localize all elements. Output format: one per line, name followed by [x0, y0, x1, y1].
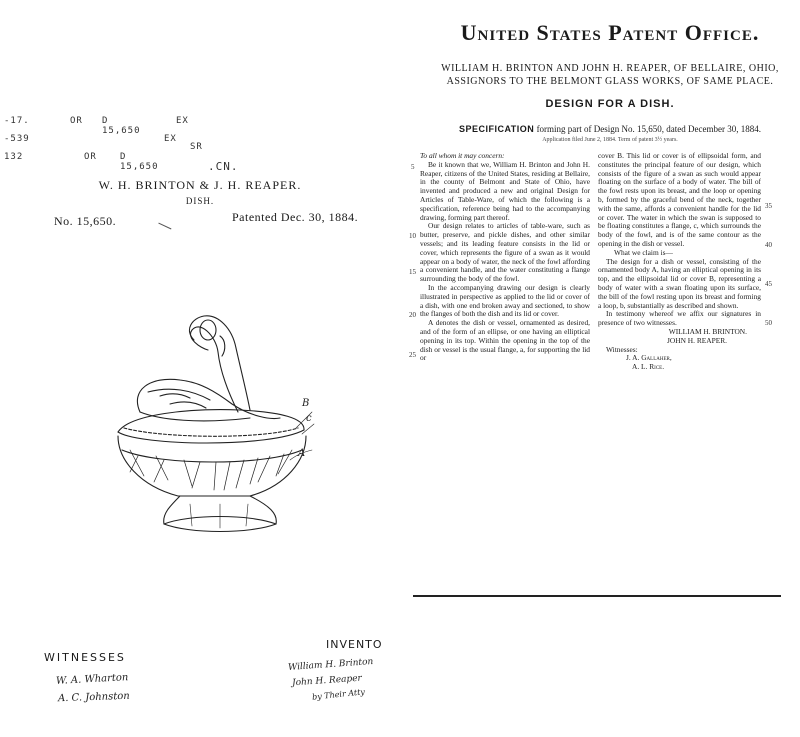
paragraph: A denotes the dish or vessel, ornamented as desired, and of the form of an ellipse, or one having an elliptical opening in its top. Within the opening in the top of the dish or vessel is the usual flange, a, for supporting the lid or: [420, 318, 590, 363]
claim-intro: What we claim is—: [614, 247, 673, 257]
inventor-signature-1: William H. Brinton: [287, 657, 374, 673]
stamp-text: EX: [176, 116, 189, 126]
application-line: Application filed June 2, 1884. Term of patent 3½ years.: [542, 137, 678, 143]
stamp-text: 132: [4, 152, 24, 162]
line-number: 15: [409, 268, 416, 276]
claim: The design for a dish or vessel, consisting of the ornamented body A, having an elliptical opening in its top, and the ellipsoidal lid or cover B, representing a body of water with a swan floating upon its surface, the bill of the fowl resting upon its breast and forming a loop, b, substantially as described and shown.: [598, 256, 761, 310]
signature-2: JOHN H. REAPER.: [667, 335, 727, 345]
drawing-subject: DISH.: [185, 196, 215, 206]
drawing-patent-number: No. 15,650.: [54, 214, 117, 228]
stamp-text: OR: [70, 116, 83, 126]
paragraph: Our design relates to articles of table-ware, such as butter, preserve, and pickle dishes, and other similar vessels; and its leading feature consists in the lid or cover, which represents the figure of a swan as it would appear on a body of water, the neck of the fowl affording a convenient handle, and the water constituting a flange surrounding the body of the fowl.: [420, 221, 590, 284]
signature-1: WILLIAM H. BRINTON.: [668, 326, 747, 336]
inventors-label: INVENTO: [326, 638, 383, 651]
testimony: In testimony whereof we affix our signatures in presence of two witnesses.: [598, 309, 761, 328]
stamp-text: EX: [164, 134, 177, 144]
inventors-line-2: ASSIGNORS TO THE BELMONT GLASS WORKS, OF SAME PLACE.: [446, 76, 774, 87]
stamp-line-1: [4, 116, 189, 136]
swan-dish-illustration: [100, 300, 340, 540]
stamp-text: D 15,650: [120, 152, 159, 172]
line-number: 35: [765, 202, 772, 210]
witness-signature-2: A. C. Johnston: [57, 690, 130, 705]
attorney-signature: by Their Atty: [311, 687, 366, 702]
cn-mark: .CN.: [208, 160, 239, 173]
specification-line: [420, 124, 800, 134]
stamp-text: SR: [190, 142, 203, 152]
stamp-text: D 15,650: [102, 116, 141, 136]
fig-label-c: c: [306, 413, 312, 424]
spec-column-2: [598, 152, 761, 372]
line-number: 40: [765, 241, 772, 249]
line-number: 50: [765, 319, 772, 327]
stamp-line-2: [4, 134, 177, 144]
fig-label-b: B: [302, 398, 310, 409]
salutation: To all whom it may concern:: [420, 151, 505, 160]
spec-bold: SPECIFICATION: [458, 124, 535, 134]
inventor-signature-2: John H. Reaper: [291, 673, 363, 689]
witness-2: A. L. Rice.: [632, 362, 665, 372]
stamp-text: -539: [4, 134, 30, 144]
witness-1: J. A. Gallaher,: [626, 353, 672, 363]
design-title: DESIGN FOR A DISH.: [545, 98, 675, 110]
stamp-text: -17.: [4, 116, 30, 126]
paragraph: In the accompanying drawing our design is clearly illustrated in perspective as applied to the lid or cover of a dish, with one end broken away and sectioned, to show the flanges of both the dish and its lid or cover.: [420, 282, 590, 319]
line-number: 5: [411, 163, 415, 171]
spec-rest: forming part of Design No. 15,650, dated December 30, 1884.: [536, 124, 762, 134]
fig-label-a: A: [298, 448, 306, 459]
line-number: 45: [765, 280, 772, 288]
drawing-patented-date: Patented Dec. 30, 1884.: [232, 210, 359, 224]
line-number: 25: [409, 351, 416, 359]
line-number: 10: [409, 232, 416, 240]
office-title: United States Patent Office.: [460, 20, 760, 45]
spec-column-1: [420, 152, 590, 363]
drawing-inventors: W. H. BRINTON & J. H. REAPER.: [98, 178, 302, 192]
paragraph: cover B. This lid or cover is of ellipsoidal form, and constitutes the principal feature of our design, which consists of the figure of a swan as such would appear floating on the surface of a body of water. The bill of the fowl rests upon its breast, and the loop or opening b, formed by the graceful bend of the neck, together with the same, affords a convenient handle for the lid or cover. The water in which the swan is supposed to be floating constitutes a flange, c, which surrounds the body of the fowl, and is of the same contour as the opening in the dish or vessel.: [598, 151, 761, 248]
paragraph: Be it known that we, William H. Brinton and John H. Reaper, citizens of the United States, residing at Bellaire, in the county of Belmont and State of Ohio, have invented and produced a new and original Design for Articles of Table-Ware, of which the following is a specification, reference being had to the accompanying drawing, forming part thereof.: [420, 159, 590, 222]
stamp-line-3: [4, 142, 203, 172]
inventors-header: [420, 62, 800, 88]
witness-signature-1: W. A. Wharton: [55, 672, 129, 687]
line-number: 20: [409, 311, 416, 319]
stamp-text: OR: [84, 152, 97, 162]
bottom-rule: [413, 595, 781, 597]
inventors-line-1: WILLIAM H. BRINTON AND JOHN H. REAPER, OF BELLAIRE, OHIO,: [441, 63, 779, 74]
pen-mark: [158, 214, 175, 230]
witnesses-heading: Witnesses:: [606, 344, 638, 354]
witnesses-label: WITNESSES: [44, 651, 126, 664]
